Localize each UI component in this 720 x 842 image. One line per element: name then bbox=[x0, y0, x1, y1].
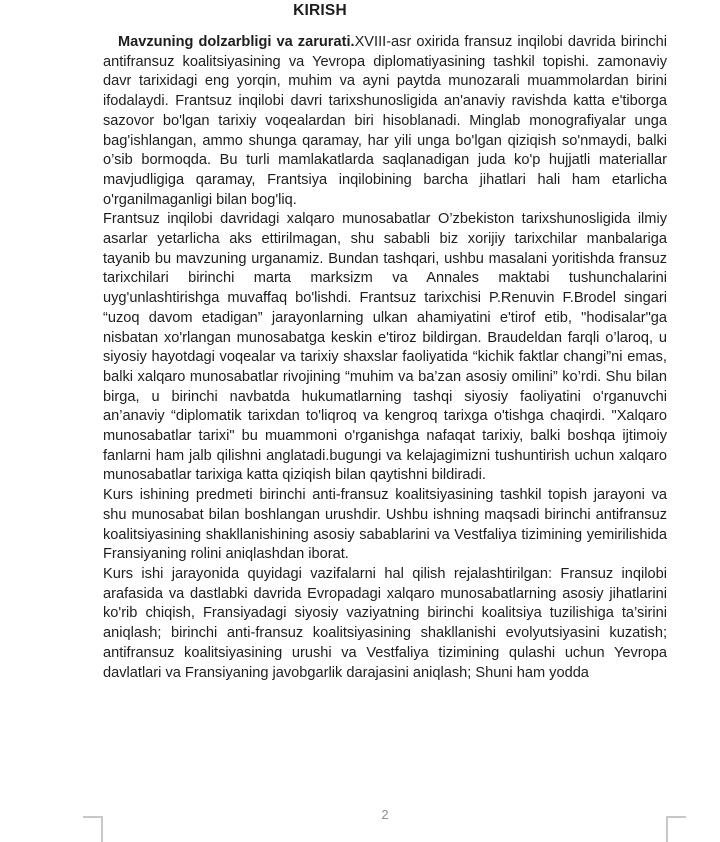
paragraph: Frantsuz inqilobi davridagi xalqaro munosabatlar O’zbekiston tarixshunosligida ilmiy asarlar yetarlicha aks ettirilmagan, shu sababli biz xorijiy tarixchilar manbalariga tayanib bu mavzuning urganamiz. Bundan tashqari, ushbu masalani yoritishda fransuz tarixchilari birinchi marta marksizm va Annales maktabi tushunchalarini uyg'unlashtirishga muvaffaq bo'lishdi. Frantsuz tarixchisi P.Renuvin F.Brodel singari “uzoq davom etadigan” jarayonlarning ulkan ahamiyatini e'tirof etib, "hodisalar"ga nisbatan xo'rlangan munosabatga keskin e'tiroz bildirgan. Braudeldan farqli o’laroq, u siyosiy hayotdagi voqealar va tarixiy shaxslar faoliyatida “kichik faktlar changi”ni emas, balki xalqaro munosabatlar rivojining “muhim va ba’zan asosiy omilini” ko’rdi. Shu bilan birga, u birinchi navbatda hukumatlarning tashqi siyosiy faoliyatini o'rganuvchi an’anaviy “diplomatik tarixdan to'liqroq va kengroq tarixga o'tishga chaqirdi. "Xalqaro munosabatlar tarixi" bu muammoni o'rganishga nafaqat tarixiy, balki boshqa ijtimoiy fanlarni ham jalb qilishni anglatadi.bugungi va kelajagimizni tushuntirish uchun xalqaro munosabatlar tarixiga katta qiziqish bilan qaytishni bildiradi. bbox=[103, 211, 667, 484]
page-title: KIRISH bbox=[293, 2, 347, 19]
paragraph: Kurs ishi jarayonida quyidagi vazifalarni hal qilish rejalashtirilgan: Fransuz inqilobi arafasida va dastlabki davrida Evropadagi xalqaro munosabatlarning asosiy jihatlarini ko'rib chiqish, Fransiyadagi siyosiy vaziyatning birinchi koalitsiya tuzilishiga ta’sirini aniqlash; birinchi anti-fransuz koalitsiyasining shakllanishi evolyutsiyasini kuzatish; antifransuz koalitsiyasining urushi va Vestfaliya tizimining qulashi uchun Yevropa davlatlari va Fransiyaning javobgarlik darajasini aniqlash; Shuni ham yodda bbox=[103, 565, 667, 681]
paragraph: Mavzuning dolzarbligi va zarurati.XVIII-asr oxirida fransuz inqilobi davrida birinchi antifransuz koalitsiyasining va Yevropa diplomatiyasining tashkil topishi. zamonaviy davr tarixidagi eng yorqin, muhim va ayni paytda munozarali muammolardan birini ifodalaydi. Frantsuz inqilobi davri tarixshunosligida an'anaviy ravishda katta e'tiborga sazovor bo'lgan tarixiy voqealardan biri hisoblanadi. Minglab monografiyalar unga bag'ishlangan, ammo shunga qaramay, har yili unga bo'lgan qiziqish so'nmaydi, balki o’sib bormoqda. Bu turli mamlakatlarda saqlanadigan juda ko'p hujjatli materiallar mavjudligiga qaramay, Frantsiya inqilobining barcha jihatlari hali ham etarlicha o'rganilmaganligi bilan bog'liq. bbox=[103, 34, 667, 208]
paragraphs-container bbox=[103, 33, 667, 683]
page-footer bbox=[103, 806, 667, 824]
paragraph-lead-bold: Mavzuning dolzarbligi va zarurati. bbox=[118, 34, 355, 50]
text-column bbox=[103, 33, 667, 683]
crop-mark-top-right-icon bbox=[666, 816, 686, 842]
crop-mark-top-left-icon bbox=[83, 816, 103, 842]
page-number: 2 bbox=[381, 807, 389, 822]
paragraph: Kurs ishining predmeti birinchi anti-fransuz koalitsiyasining tashkil topish jarayoni va shu munosabat bilan boshlangan urushdir. Ushbu ishning maqsadi birinchi antifransuz koalitsiyasining shakllanishining asosiy sabablarini va Vestfaliya tizimining yemirilishida Fransiyaning rolini aniqlashdan iborat. bbox=[103, 487, 667, 563]
